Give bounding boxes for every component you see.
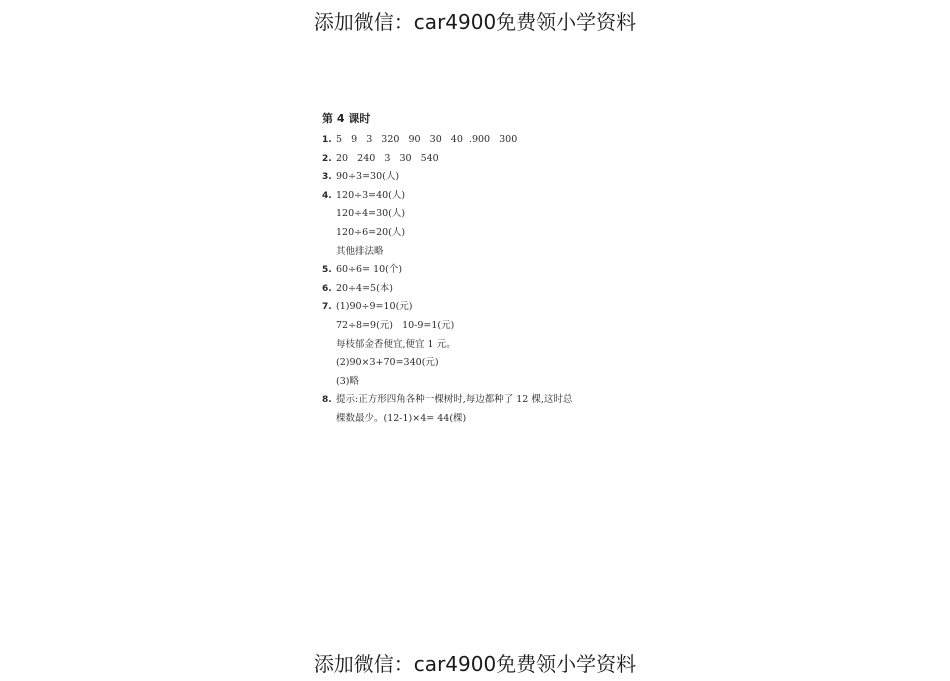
item-number: 2. bbox=[322, 153, 332, 164]
answer-text: 其他排法略 bbox=[336, 245, 384, 257]
answer-text: 120÷6=20(人) bbox=[336, 226, 406, 238]
answer-line bbox=[322, 336, 642, 355]
answer-text: 棵数最少。(12-1)×4= 44(棵) bbox=[336, 412, 467, 424]
answer-text: 60÷6= 10(个) bbox=[336, 264, 403, 276]
item-number: 1. bbox=[322, 135, 332, 145]
answer-line bbox=[322, 317, 642, 336]
answer-line bbox=[322, 131, 642, 150]
answer-line bbox=[322, 373, 642, 392]
answer-line bbox=[322, 205, 642, 224]
answer-text: 72÷8=9(元) 10-9=1(元) bbox=[336, 319, 455, 331]
cut-off-text-top bbox=[322, 36, 632, 44]
item-number: 3. bbox=[322, 172, 332, 183]
answer-line bbox=[322, 354, 642, 373]
answer-text: (1)90÷9=10(元) bbox=[336, 301, 413, 313]
answer-line bbox=[322, 150, 642, 169]
item-number: 6. bbox=[322, 283, 332, 294]
answer-text: 5 9 3 320 90 30 40 .900 300 bbox=[336, 134, 518, 145]
answer-line bbox=[322, 391, 642, 410]
item-number: 8. bbox=[322, 395, 332, 406]
cut-off-text-bottom bbox=[322, 634, 632, 642]
answer-text: 20÷4=5(本) bbox=[336, 282, 394, 294]
item-number: 4. bbox=[322, 190, 332, 201]
answer-line bbox=[322, 187, 642, 206]
answer-line bbox=[322, 243, 642, 262]
answer-text: 90÷3=30(人) bbox=[336, 171, 400, 183]
item-number: 7. bbox=[322, 302, 332, 313]
answer-text: (2)90×3+70=340(元) bbox=[336, 357, 439, 369]
watermark-top: 添加微信：car4900免费领小学资料 bbox=[313, 10, 637, 34]
answer-line bbox=[322, 168, 642, 187]
answer-list bbox=[322, 131, 642, 429]
answer-line bbox=[322, 224, 642, 243]
answer-text: 120÷4=30(人) bbox=[336, 208, 406, 220]
section-title: 第 4 课时 bbox=[322, 112, 371, 125]
answer-text: (3)略 bbox=[336, 375, 359, 387]
answer-text: 20 240 3 30 540 bbox=[336, 152, 439, 164]
answer-line bbox=[322, 280, 642, 299]
answer-text: 每枝郁金香便宜,便宜 1 元。 bbox=[336, 338, 456, 350]
answer-line bbox=[322, 261, 642, 280]
answer-text: 120÷3=40(人) bbox=[336, 189, 406, 201]
answer-line bbox=[322, 410, 642, 429]
watermark-bottom: 添加微信：car4900免费领小学资料 bbox=[313, 652, 637, 676]
answer-line bbox=[322, 298, 642, 317]
item-number: 5. bbox=[322, 265, 332, 276]
answer-text: 提示:正方形四角各种一棵树时,每边都种了 12 棵,这时总 bbox=[336, 394, 573, 406]
